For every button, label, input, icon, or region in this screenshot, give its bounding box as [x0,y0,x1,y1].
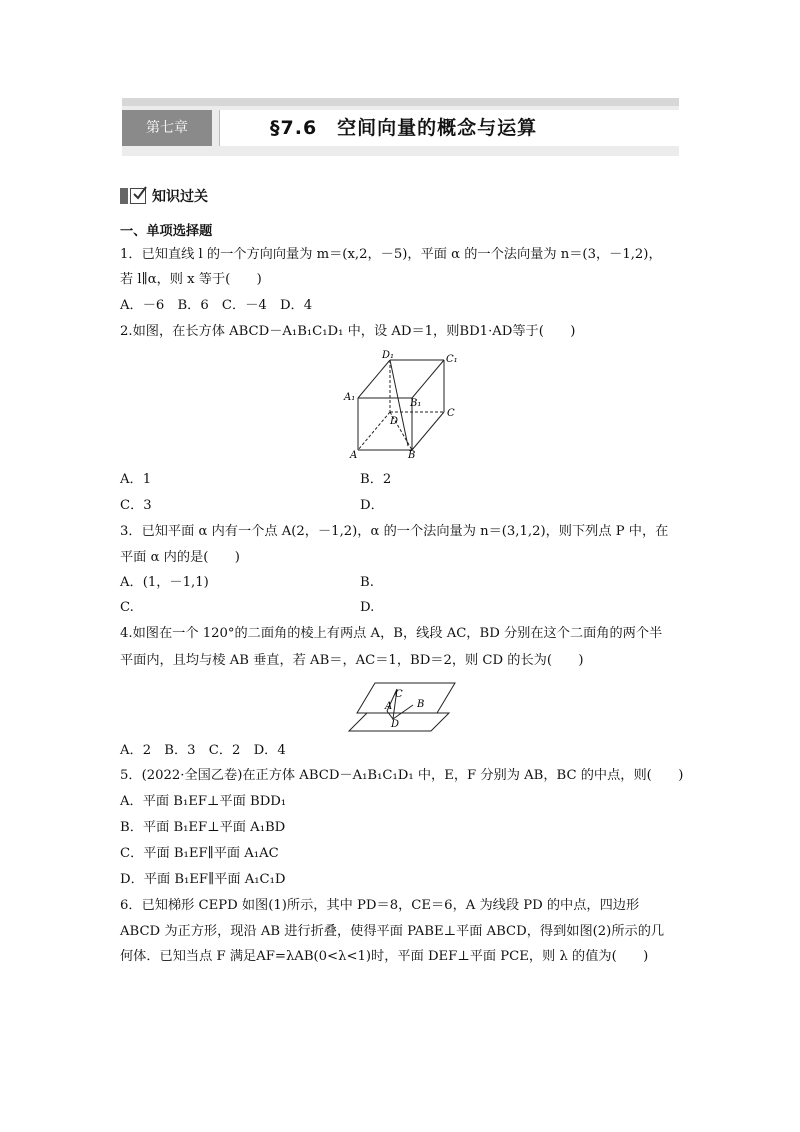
q6-line1: 6．已知梯形 CEPD 如图(1)所示，其中 PD＝8，CE＝6，A 为线段 PD 的中点，四边形 [120,898,640,913]
q2-option-b: B．2 [360,472,392,487]
label-c1: C₁ [446,354,458,365]
q3-line1: 3．已知平面 α 内有一个点 A(2，－1,2)，α 的一个法向量为 n＝(3,1,2)，则下列点 P 中，在 [120,524,669,539]
label-b1: B₁ [410,398,422,409]
chapter-banner [122,98,679,156]
part-heading: 一、单项选择题 [120,224,213,239]
q4-line2: 平面内，且均与棱 AB 垂直，若 AB＝，AC＝1，BD＝2，则 CD 的长为( ) [120,653,584,668]
q1-line2: 若 l∥α，则 x 等于( ) [120,272,262,287]
q5-option-d: D．平面 B₁EF∥平面 A₁C₁D [120,872,286,887]
q1-line1: 1．已知直线 l 的一个方向向量为 m＝(x,2，－5)，平面 α 的一个法向量为 n＝(3，－1,2)， [120,247,662,262]
q5-option-b: B．平面 B₁EF⊥平面 A₁BD [120,820,286,835]
q6-line2: ABCD 为正方形，现沿 AB 进行折叠，使得平面 PABE⊥平面 ABCD，得到如图(2)所示的几 [120,924,665,939]
q4-options: A．2 B．3 C．2 D．4 [120,743,286,758]
section-title: §7.6 空间向量的概念与运算 [270,117,538,139]
label-a: A [385,701,393,712]
q3-option-d: D. [360,600,375,615]
label-a: A [350,450,358,460]
q5-option-c: C．平面 B₁EF∥平面 A₁AC [120,846,279,861]
q5-option-a: A．平面 B₁EF⊥平面 BDD₁ [120,794,287,809]
heading-bar-icon [120,188,128,204]
q5-stem: 5．(2022·全国乙卷)在正方体 ABCD－A₁B₁C₁D₁ 中，E，F 分别为 AB，BC 的中点，则( ) [120,768,684,783]
cuboid-figure [340,348,470,460]
knowledge-heading [120,186,208,206]
label-d: D [390,416,399,427]
q3-option-b: B. [360,575,374,590]
q3-option-c: C. [120,600,134,615]
q4-line1: 4.如图在一个 120°的二面角的棱上有两点 A，B，线段 AC，BD 分别在这个二面角的两个半 [120,626,663,641]
knowledge-heading-label: 知识过关 [152,189,208,205]
q3-line2: 平面 α 内的是( ) [120,550,240,565]
label-c: C [395,689,403,700]
label-d: D [391,719,400,730]
label-a1: A₁ [344,392,356,403]
q2-option-d: D． [360,498,384,513]
q2-stem: 2.如图，在长方体 ABCD－A₁B₁C₁D₁ 中，设 AD＝1，则BD1·AD等于( ) [120,324,576,339]
banner-strip [122,98,679,106]
q3-option-a: A．(1，－1,1) [120,575,209,590]
q2-option-c: C．3 [120,498,152,513]
checkbox-icon [130,188,146,204]
chapter-label: 第七章 [122,110,212,146]
dihedral-figure [345,675,465,737]
q1-options: A．－6 B．6 C．－4 D．4 [120,298,313,313]
label-d1: D₁ [382,350,395,361]
label-b: B [417,699,425,710]
q2-option-a: A．1 [120,472,152,487]
title-box [219,110,680,146]
q6-line3: 何体．已知当点 F 满足AF=λAB(0<λ<1)时，平面 DEF⊥平面 PCE，则 λ 的值为( ) [120,949,649,964]
label-b: B [408,450,416,460]
label-c: C [447,408,455,419]
